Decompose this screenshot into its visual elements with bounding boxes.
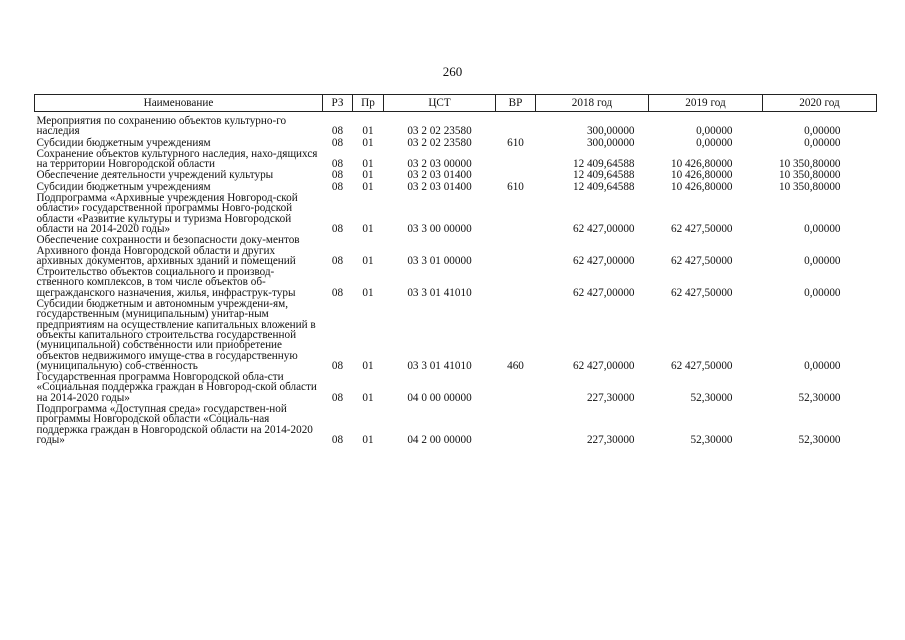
- row-2019: 62 427,50000: [670, 222, 733, 235]
- row-vr: 610: [507, 180, 524, 193]
- row-pr: 01: [362, 359, 374, 372]
- table-header-row: [35, 95, 877, 112]
- row-name: Государственная программа Новгородской обла-сти «Социальная поддержка граждан в Новгород-ской области на 2014-2020 годы»: [36, 371, 317, 404]
- row-name: Субсидии бюджетным учреждениям: [36, 180, 211, 193]
- row-name: Подпрограмма «Архивные учреждения Новгород-ской области» государственной программы Новго-родской области «Развитие культуры и туризма Новгородской области на 2014-2020 годы»: [36, 192, 298, 235]
- row-cst: 03 2 02 23580: [407, 136, 472, 149]
- header-rz: РЗ: [323, 95, 353, 112]
- header-2020: 2020 год: [763, 95, 877, 112]
- row-cst: 03 3 01 41010: [407, 359, 472, 372]
- row-vr: [496, 266, 536, 298]
- table-row: [35, 137, 877, 148]
- header-cst: ЦСТ: [384, 95, 496, 112]
- row-cst: 03 2 02 23580: [407, 125, 472, 138]
- row-rz: 08: [331, 254, 344, 267]
- row-vr: 460: [507, 359, 524, 372]
- row-cst: 03 3 00 00000: [407, 222, 472, 235]
- row-cst: 04 2 00 00000: [407, 433, 472, 446]
- row-vr: [496, 112, 536, 137]
- budget-table: [34, 94, 877, 445]
- row-name: Обеспечение деятельности учреждений культуры: [36, 169, 274, 182]
- row-2019: 0,00000: [696, 125, 733, 138]
- row-2019: 62 427,50000: [670, 286, 733, 299]
- row-pr: 01: [362, 433, 374, 446]
- row-rz: 08: [331, 391, 344, 404]
- table-row: [35, 298, 877, 371]
- table-row: [35, 192, 877, 234]
- row-pr: 01: [362, 391, 374, 404]
- row-pr: 01: [362, 169, 374, 182]
- row-rz: 08: [331, 169, 344, 182]
- row-2020: 0,00000: [804, 254, 841, 267]
- row-2018: 227,30000: [586, 391, 635, 404]
- row-2020: 10 350,80000: [778, 180, 841, 193]
- row-2019: 62 427,50000: [670, 254, 733, 267]
- row-2019: 10 426,80000: [670, 180, 733, 193]
- table-row: [35, 234, 877, 266]
- row-name: Строительство объектов социального и производ-ственного комплексов, в том числе объектов об-щегражданского назначения, жилья, инфраструк-туры: [36, 266, 296, 299]
- row-2019: 10 426,80000: [670, 169, 733, 182]
- row-cst: 03 2 03 01400: [407, 180, 472, 193]
- row-rz: 08: [331, 158, 344, 171]
- row-2020: 0,00000: [804, 286, 841, 299]
- header-2019: 2019 год: [649, 95, 763, 112]
- row-vr: [496, 403, 536, 445]
- row-pr: 01: [362, 158, 374, 171]
- row-2020: 52,30000: [798, 391, 841, 404]
- row-name: Подпрограмма «Доступная среда» государствен-ной программы Новгородской области «Социаль-ная поддержка граждан в Новгородской области на 2014-2020 годы»: [36, 403, 313, 446]
- row-cst: 04 0 00 00000: [407, 391, 472, 404]
- row-2019: 0,00000: [696, 136, 733, 149]
- row-2020: 0,00000: [804, 222, 841, 235]
- header-pr: Пр: [353, 95, 384, 112]
- row-2018: 62 427,00000: [572, 359, 635, 372]
- row-cst: 03 2 03 01400: [407, 169, 472, 182]
- table-row: [35, 266, 877, 298]
- row-vr: [496, 234, 536, 266]
- row-vr: [496, 192, 536, 234]
- header-vr: ВР: [496, 95, 536, 112]
- row-rz: 08: [331, 125, 344, 138]
- row-name: Субсидии бюджетным учреждениям: [36, 136, 211, 149]
- row-2018: 300,00000: [586, 125, 635, 138]
- row-vr: [496, 371, 536, 403]
- row-name: Мероприятия по сохранению объектов культурно-го наследия: [36, 115, 287, 138]
- row-rz: 08: [331, 222, 344, 235]
- table-row: [35, 112, 877, 137]
- row-pr: 01: [362, 136, 374, 149]
- row-cst: 03 3 01 00000: [407, 254, 472, 267]
- table-row: [35, 181, 877, 192]
- table-row: [35, 169, 877, 180]
- row-2020: 52,30000: [798, 433, 841, 446]
- row-cst: 03 3 01 41010: [407, 286, 472, 299]
- row-cst: 03 2 03 00000: [407, 158, 472, 171]
- row-2019: 62 427,50000: [670, 359, 733, 372]
- row-name: Обеспечение сохранности и безопасности доку-ментов Архивного фонда Новгородской области и других архивных документов, архивных зданий и помещений: [36, 234, 300, 267]
- row-2018: 300,00000: [586, 136, 635, 149]
- page-number: 260: [442, 64, 463, 79]
- header-name: Наименование: [35, 95, 323, 112]
- row-vr: [496, 169, 536, 180]
- table-row: [35, 371, 877, 403]
- row-2020: 10 350,80000: [778, 169, 841, 182]
- table-row: [35, 148, 877, 170]
- row-rz: 08: [331, 433, 344, 446]
- row-2018: 227,30000: [586, 433, 635, 446]
- row-2019: 52,30000: [690, 391, 733, 404]
- row-2018: 62 427,00000: [572, 286, 635, 299]
- row-vr: [496, 148, 536, 170]
- row-2018: 12 409,64588: [572, 169, 635, 182]
- row-2018: 12 409,64588: [572, 180, 635, 193]
- row-2019: 10 426,80000: [670, 158, 733, 171]
- row-rz: 08: [331, 286, 344, 299]
- row-name: Субсидии бюджетным и автономным учреждени-ям, государственным (муниципальным) унитар-ным предприятиям на осуществление капитальных вложений в объекты капитального строительства государственной (муниципальной) собственности или приобретение объектов недвижимого имуще-ства в государственную (муниципальную) соб-ственность: [36, 298, 316, 372]
- row-pr: 01: [362, 222, 374, 235]
- row-pr: 01: [362, 254, 374, 267]
- row-2020: 10 350,80000: [778, 158, 841, 171]
- row-2020: 0,00000: [804, 359, 841, 372]
- table-row: [35, 403, 877, 445]
- row-pr: 01: [362, 286, 374, 299]
- row-vr: 610: [507, 136, 524, 149]
- row-name: Сохранение объектов культурного наследия, нахо-дящихся на территории Новгородской области: [36, 147, 318, 171]
- row-2018: 62 427,00000: [572, 222, 635, 235]
- row-2019: 52,30000: [690, 433, 733, 446]
- row-rz: 08: [331, 359, 344, 372]
- row-rz: 08: [331, 136, 344, 149]
- row-pr: 01: [362, 180, 374, 193]
- row-2018: 62 427,00000: [572, 254, 635, 267]
- row-2020: 0,00000: [804, 125, 841, 138]
- row-2018: 12 409,64588: [572, 158, 635, 171]
- row-pr: 01: [362, 125, 374, 138]
- row-2020: 0,00000: [804, 136, 841, 149]
- row-rz: 08: [331, 180, 344, 193]
- header-2018: 2018 год: [536, 95, 649, 112]
